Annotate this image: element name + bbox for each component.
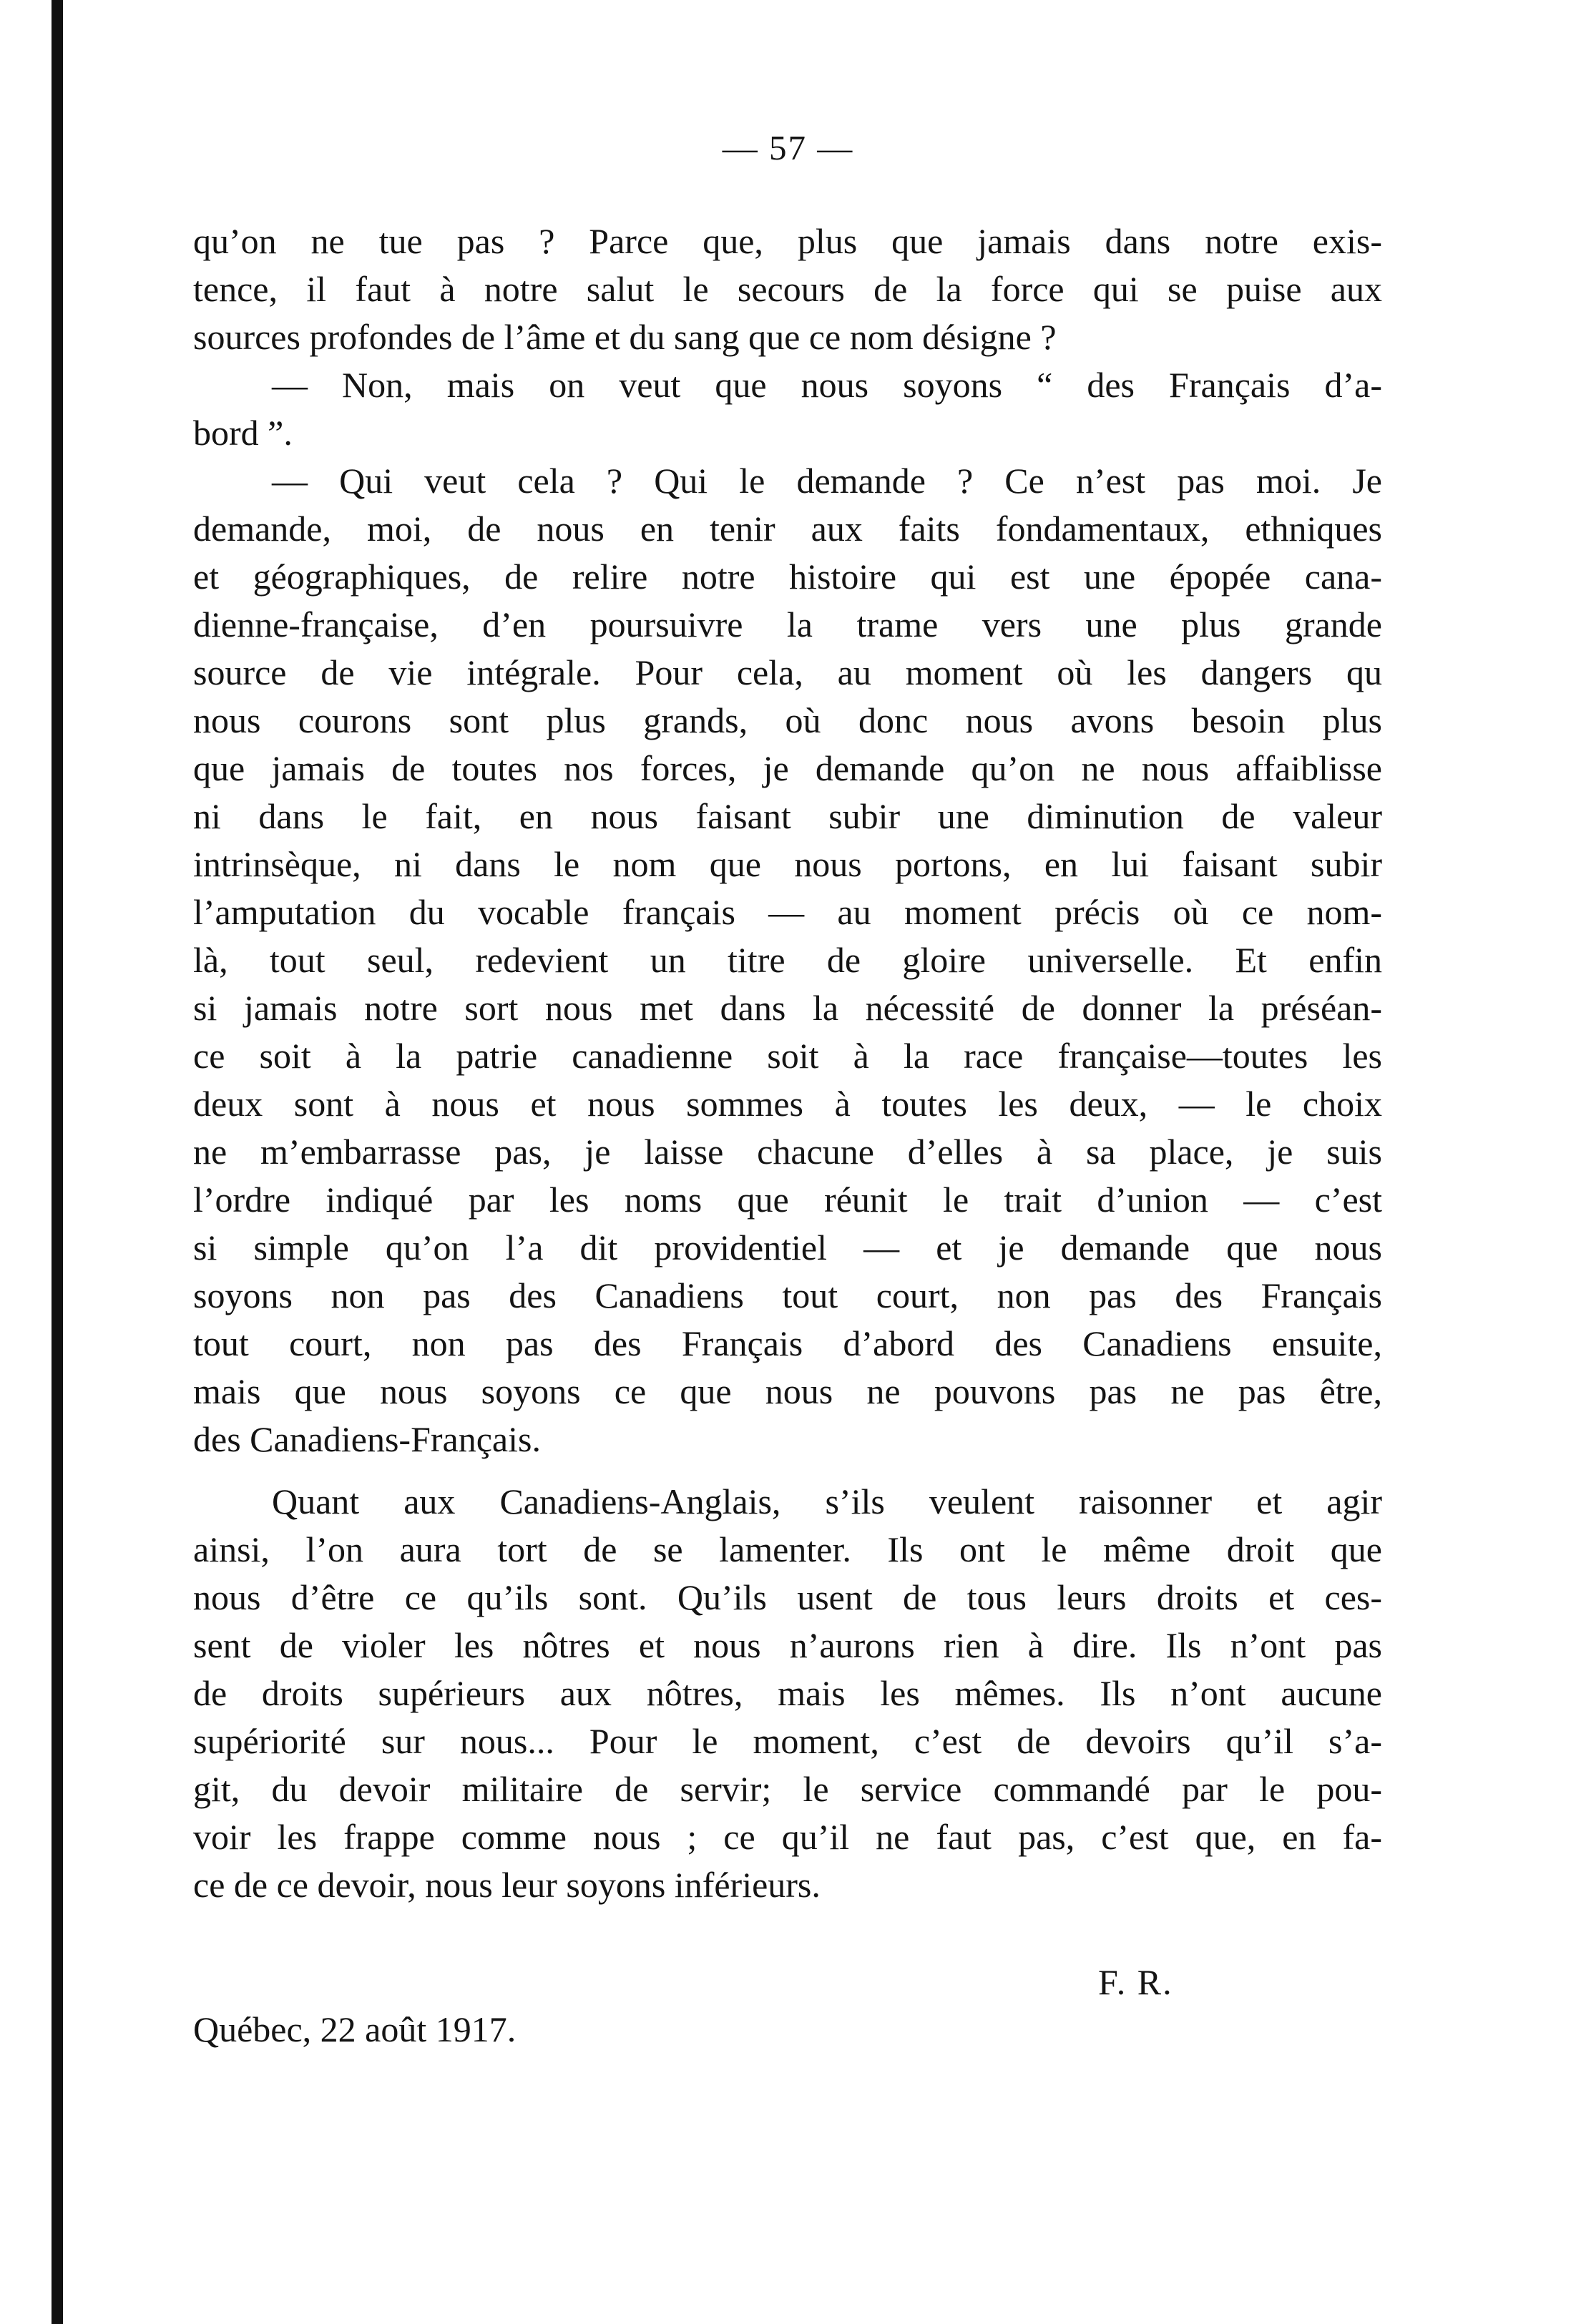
text-line: deux sont à nous et nous sommes à toutes les deux, — le choix (193, 1084, 1382, 1124)
text-line: ni dans le fait, en nous faisant subir une diminution de valeur (193, 796, 1382, 836)
text-line: git, du devoir militaire de servir; le service commandé par le pou- (193, 1769, 1382, 1809)
text-line: si simple qu’on l’a dit providentiel — et je demande que nous (193, 1227, 1382, 1268)
text-line: nous d’être ce qu’ils sont. Qu’ils usent de tous leurs droits et ces- (193, 1577, 1382, 1617)
text-line: sent de violer les nôtres et nous n’aurons rien à dire. Ils n’ont pas (193, 1625, 1382, 1665)
text-line: l’ordre indiqué par les noms que réunit le trait d’union — c’est (193, 1180, 1382, 1220)
text-line: que jamais de toutes nos forces, je demande qu’on ne nous affaiblisse (193, 748, 1382, 788)
text-line: ne m’embarrasse pas, je laisse chacune d’elles à sa place, je suis (193, 1132, 1382, 1172)
text-line: soyons non pas des Canadiens tout court, non pas des Français (193, 1275, 1382, 1315)
text-line: — Non, mais on veut que nous soyons “ des Français d’a- (272, 365, 1382, 405)
text-line: ce de ce devoir, nous leur soyons inférieurs. (193, 1865, 821, 1905)
paragraph-1 (193, 217, 1382, 1463)
paragraph-2 (193, 1478, 1382, 1909)
text-line: intrinsèque, ni dans le nom que nous portons, en lui faisant subir (193, 844, 1382, 884)
text-line: source de vie intégrale. Pour cela, au moment où les dangers qu (193, 652, 1382, 692)
text-line: là, tout seul, redevient un titre de gloire universelle. Et enfin (193, 940, 1382, 980)
text-line: mais que nous soyons ce que nous ne pouvons pas ne pas être, (193, 1371, 1382, 1411)
text-line: et géographiques, de relire notre histoire qui est une épopée cana- (193, 557, 1382, 597)
text-line: dienne-française, d’en poursuivre la trame vers une plus grande (193, 604, 1382, 644)
text-line: bord ”. (193, 413, 293, 453)
text-line: demande, moi, de nous en tenir aux faits fondamentaux, ethniques (193, 509, 1382, 549)
text-line: supériorité sur nous... Pour le moment, c’est de devoirs qu’il s’a- (193, 1721, 1382, 1761)
text-line: de droits supérieurs aux nôtres, mais les mêmes. Ils n’ont aucune (193, 1673, 1382, 1713)
text-line: des Canadiens-Français. (193, 1419, 541, 1459)
text-line: l’amputation du vocable français — au moment précis où ce nom- (193, 892, 1382, 932)
text-line: sources profondes de l’âme et du sang que ce nom désigne ? (193, 317, 1057, 357)
text-line: ainsi, l’on aura tort de se lamenter. Ils ont le même droit que (193, 1529, 1382, 1569)
text-line: — Qui veut cela ? Qui le demande ? Ce n’est pas moi. Je (272, 461, 1382, 501)
signature: F. R. (1098, 1962, 1173, 2002)
text-line: tout court, non pas des Français d’abord des Canadiens ensuite, (193, 1323, 1382, 1363)
place-date: Québec, 22 août 1917. (193, 2009, 517, 2049)
text-line: ce soit à la patrie canadienne soit à la race française—toutes les (193, 1036, 1382, 1076)
text-line: qu’on ne tue pas ? Parce que, plus que jamais dans notre exis- (193, 221, 1382, 261)
text-line: si jamais notre sort nous met dans la nécessité de donner la préséan- (193, 988, 1382, 1028)
text-line: Quant aux Canadiens-Anglais, s’ils veulent raisonner et agir (272, 1481, 1382, 1521)
page-number: — 57 — (722, 128, 854, 167)
text-line: nous courons sont plus grands, où donc nous avons besoin plus (193, 700, 1382, 740)
text-line: tence, il faut à notre salut le secours de la force qui se puise aux (193, 269, 1382, 309)
page-binding-edge (52, 0, 63, 2324)
text-line: voir les frappe comme nous ; ce qu’il ne faut pas, c’est que, en fa- (193, 1817, 1382, 1857)
